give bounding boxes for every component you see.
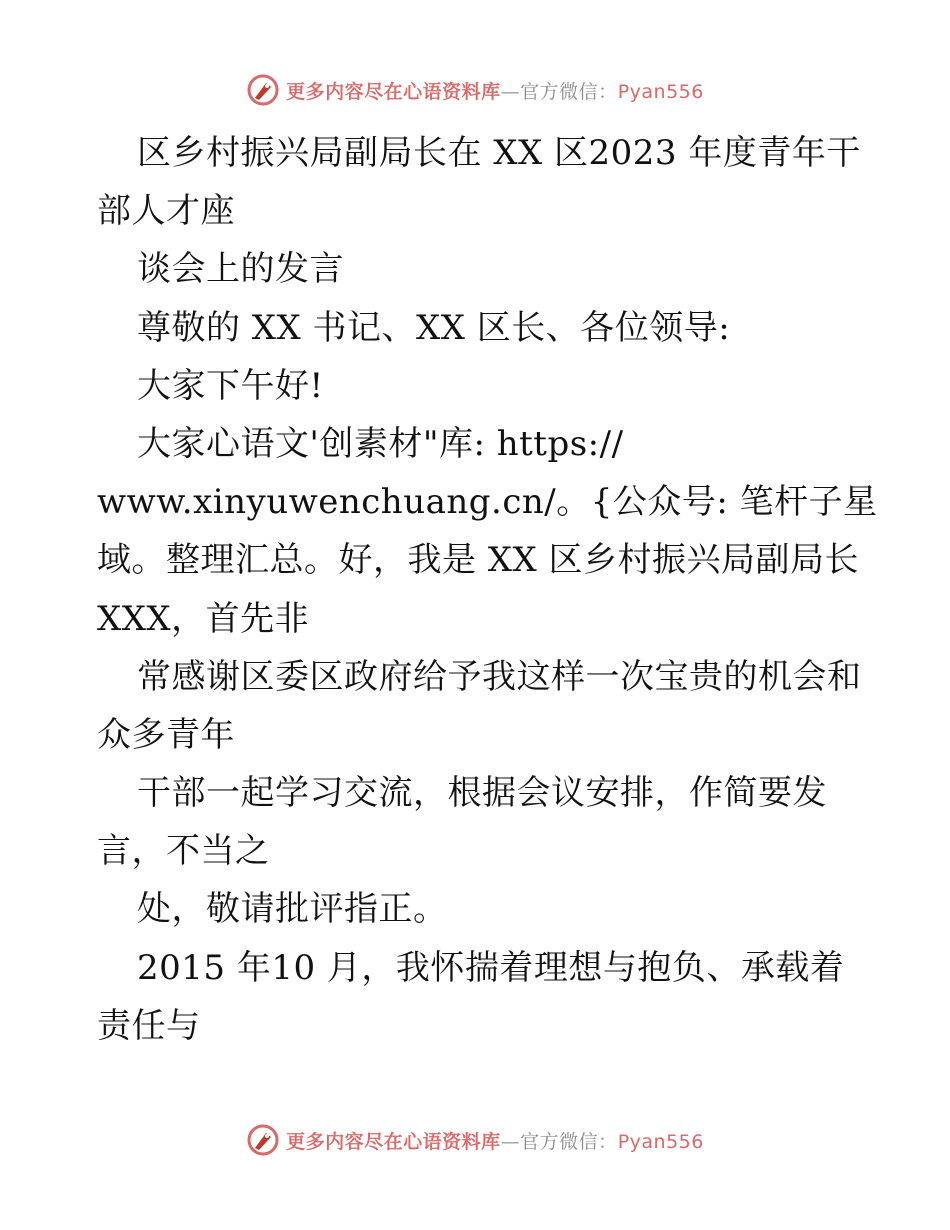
pen-nib-circle-icon (246, 73, 280, 107)
text-line: XXX，首先非 (97, 598, 310, 639)
header-watermark (0, 70, 950, 110)
text-line: 干部一起学习交流，根据会议安排，作简要发 (137, 773, 827, 814)
text-line: 谈会上的发言 (137, 249, 344, 290)
footer-watermark (0, 1120, 950, 1160)
text-line: 区乡村振兴局副局长在 XX 区2023 年度青年干 (137, 133, 861, 173)
pen-nib-circle-icon (246, 1123, 280, 1157)
text-line: 大家下午好! (137, 365, 324, 406)
watermark-text: 更多内容尽在心语资料库—官方微信：Pyan556 (286, 1130, 704, 1153)
text-line: 尊敬的 XX 书记、XX 区长、各位领导: (137, 307, 731, 348)
text-line: 处，敬请批评指正。 (137, 889, 448, 930)
watermark-text: 更多内容尽在心语资料库—官方微信：Pyan556 (286, 80, 704, 103)
document-body (97, 124, 878, 1055)
text-line: 众多青年 (97, 714, 235, 755)
text-line: 责任与 (97, 1005, 201, 1046)
text-line: 言，不当之 (97, 831, 270, 872)
text-line: 部人才座 (97, 191, 235, 232)
text-line: 常感谢区委区政府给予我这样一次宝贵的机会和 (137, 656, 862, 697)
text-line: 域。整理汇总。好，我是 XX 区乡村振兴局副局长 (97, 540, 860, 581)
text-line: www.xinyuwenchuang.cn/。{公众号: 笔杆子星 (97, 482, 878, 523)
text-line: 2015 年10 月，我怀揣着理想与抱负、承载着 (137, 947, 845, 988)
text-line: 大家心语文'创素材"库: https:// (137, 423, 624, 464)
